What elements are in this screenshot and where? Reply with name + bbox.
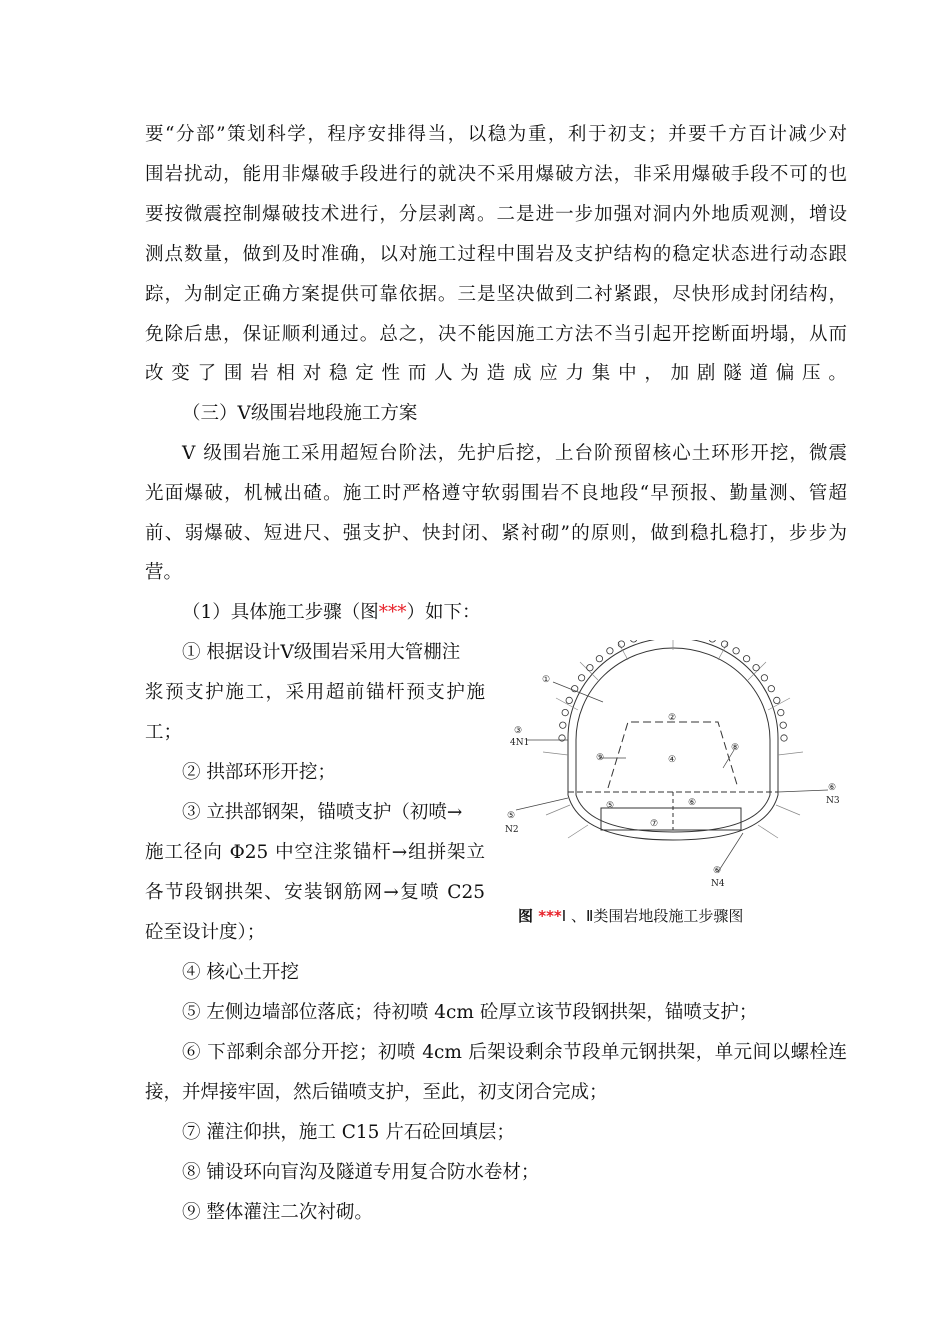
paragraph1-line6: 免除后患，保证顺利通过。总之，决不能因施工方法不当引起开挖断面坍塌，从而: [145, 324, 847, 345]
pipe-roof-circle: [596, 656, 602, 662]
paragraph1-line5: 踪，为制定正确方案提供可靠依据。三是坚决做到二衬紧跟，尽快形成封闭结构，: [145, 284, 847, 305]
pipe-roof-circle: [780, 722, 786, 728]
pipe-roof-circle: [607, 648, 613, 654]
paragraph1-line1: 要“分部”策划科学，程序安排得当，以稳为重，利于初支；并要千方百计减少对: [145, 124, 847, 145]
step4: ④ 核心土开挖: [182, 962, 299, 983]
paragraph1-line7: [145, 362, 847, 386]
spread-char: 剧: [696, 363, 716, 384]
pipe-roof-circles: [559, 640, 787, 741]
pipe-roof-circle: [774, 697, 780, 703]
paragraph1-line3: 要按微震控制爆破技术进行，分层剥离。二是进一步加强对洞内外地质观测，增设: [145, 204, 847, 225]
step6-line1: ⑥ 下部剩余部分开挖；初喷 4cm 后架设剩余节段单元钢拱架，单元间以螺栓连: [182, 1042, 847, 1063]
step1-line2: 浆预支护施工，采用超前锚杆预支护施: [145, 682, 485, 703]
spread-char: 隧: [723, 363, 742, 384]
pipe-roof-circle: [761, 675, 767, 681]
label-8: ⑧: [731, 743, 740, 753]
spread-char: 压: [802, 363, 821, 384]
step2: ② 拱部环形开挖；: [182, 762, 336, 783]
paragraph2-line1: Ⅴ 级围岩施工采用超短台阶法，先护后挖，上台阶预留核心土环形开挖，微震: [182, 443, 847, 464]
spread-char: 力: [565, 363, 585, 384]
tunnel-construction-steps-figure: [498, 640, 848, 900]
spread-char: 定: [355, 363, 374, 384]
step1-line3: 工；: [145, 722, 183, 743]
spread-char: 。: [828, 363, 847, 384]
pipe-roof-circle: [743, 656, 749, 662]
spread-char: 集: [591, 363, 611, 384]
invert-box: [601, 808, 741, 830]
label-5-sub: N2: [505, 825, 519, 835]
label-6-bottom-sub: N4: [711, 879, 725, 889]
steps-intro: [182, 601, 481, 625]
spread-char: 应: [539, 363, 558, 384]
spread-char: 道: [749, 363, 768, 384]
pipe-roof-circle: [560, 722, 566, 728]
spread-char: 偏: [775, 363, 795, 384]
pipe-roof-circle: [768, 686, 774, 692]
spread-char: 稳: [328, 363, 348, 384]
label-5-left: ⑤: [507, 811, 516, 821]
spread-char: 为: [460, 363, 479, 384]
paragraph1-line4: 测点数量，做到及时准确，以对施工过程中围岩及支护结构的稳定状态进行动态跟: [145, 244, 847, 265]
label-4: ④: [668, 755, 677, 765]
steps-intro-after: ）如下：: [406, 602, 481, 623]
caption-text: Ⅰ 、Ⅱ类围岩地段施工步骤图: [561, 907, 744, 925]
step3-line2: 施工径向 Φ25 中空注浆锚杆→组拼架立: [145, 842, 485, 863]
step8: ⑧ 铺设环向盲沟及隧道专用复合防水卷材；: [182, 1162, 540, 1183]
step3-line1: ③ 立拱部钢架，锚喷支护（初喷→: [182, 802, 463, 823]
pipe-roof-circle: [753, 665, 759, 671]
label-7: ⑦: [650, 819, 659, 829]
spread-char: 中: [618, 363, 637, 384]
label-3-sub: 4N1: [510, 738, 530, 748]
step7: ⑦ 灌注仰拱，施工 C15 片石砼回填层；: [182, 1122, 515, 1143]
spread-char: ，: [644, 363, 663, 384]
spread-char: 而: [407, 363, 427, 384]
label-3: ③: [514, 726, 523, 736]
pipe-roof-circle: [587, 665, 593, 671]
spread-char: 性: [381, 363, 401, 384]
pipe-roof-circle: [781, 735, 787, 741]
label-2: ②: [668, 713, 677, 723]
step1-line1: ① 根据设计Ⅴ级围岩采用大管棚注: [182, 642, 461, 663]
caption-marker: ***: [538, 907, 562, 925]
label-6-right: ⑥: [828, 783, 837, 793]
paragraph1-line2: 围岩扰动，能用非爆破手段进行的就决不采用爆破方法，非采用爆破手段不可的也: [145, 164, 847, 185]
spread-char: 相: [276, 363, 295, 384]
pipe-roof-circle: [778, 709, 784, 715]
figure-caption: [518, 905, 743, 926]
section-heading: （三）Ⅴ级围岩地段施工方案: [182, 403, 418, 424]
label-6-bottom: ⑥: [713, 866, 722, 876]
spread-char: 造: [486, 363, 506, 384]
caption-prefix: 图: [518, 907, 539, 925]
spread-char: 岩: [250, 363, 269, 384]
spread-char: 改: [145, 363, 164, 384]
paragraph2-line3: 前、弱爆破、短进尺、强支护、快封闭、紧衬砌”的原则，做到稳扎稳打，步步为: [145, 523, 847, 544]
label-5-inner: ⑤: [606, 801, 615, 811]
spread-char: 人: [434, 363, 453, 384]
pipe-roof-circle: [562, 709, 568, 715]
spread-char: 围: [223, 363, 243, 384]
step3-line4: 砼至设计度）；: [145, 922, 266, 943]
step9: ⑨ 整体灌注二次衬砌。: [182, 1202, 373, 1223]
paragraph2-line4: 营。: [145, 562, 183, 583]
spread-char: 成: [512, 363, 532, 384]
pipe-roof-circle: [578, 675, 584, 681]
spread-char: 了: [197, 363, 217, 384]
step6-line2: 接，并焊接牢固，然后锚喷支护，至此，初支闭合完成；: [145, 1082, 608, 1103]
paragraph2-line2: 光面爆破，机械出碴。施工时严格遵守软弱围岩不良地段“早预报、勤量测、管超: [145, 483, 847, 504]
label-6-right-sub: N3: [826, 796, 840, 806]
spread-char: 变: [171, 363, 190, 384]
label-6-inner: ⑥: [688, 798, 697, 808]
steps-intro-before: （1）具体施工步骤（图: [182, 602, 379, 623]
step3-line3: 各节段钢拱架、安装钢筋网→复喷 C25: [145, 882, 485, 903]
pipe-roof-circle: [566, 697, 572, 703]
pipe-roof-circle: [733, 648, 739, 654]
pipe-roof-circle: [709, 640, 715, 642]
spread-char: 加: [670, 363, 690, 384]
pipe-roof-circle: [630, 640, 636, 642]
step5: ⑤ 左侧边墙部位落底；待初喷 4cm 砼厚立该节段钢拱架，锚喷支护；: [182, 1002, 758, 1023]
spread-char: 对: [302, 363, 322, 384]
label-9: ⑨: [596, 753, 605, 763]
label-1: ①: [542, 675, 551, 685]
figure-reference-marker: ***: [378, 602, 407, 623]
